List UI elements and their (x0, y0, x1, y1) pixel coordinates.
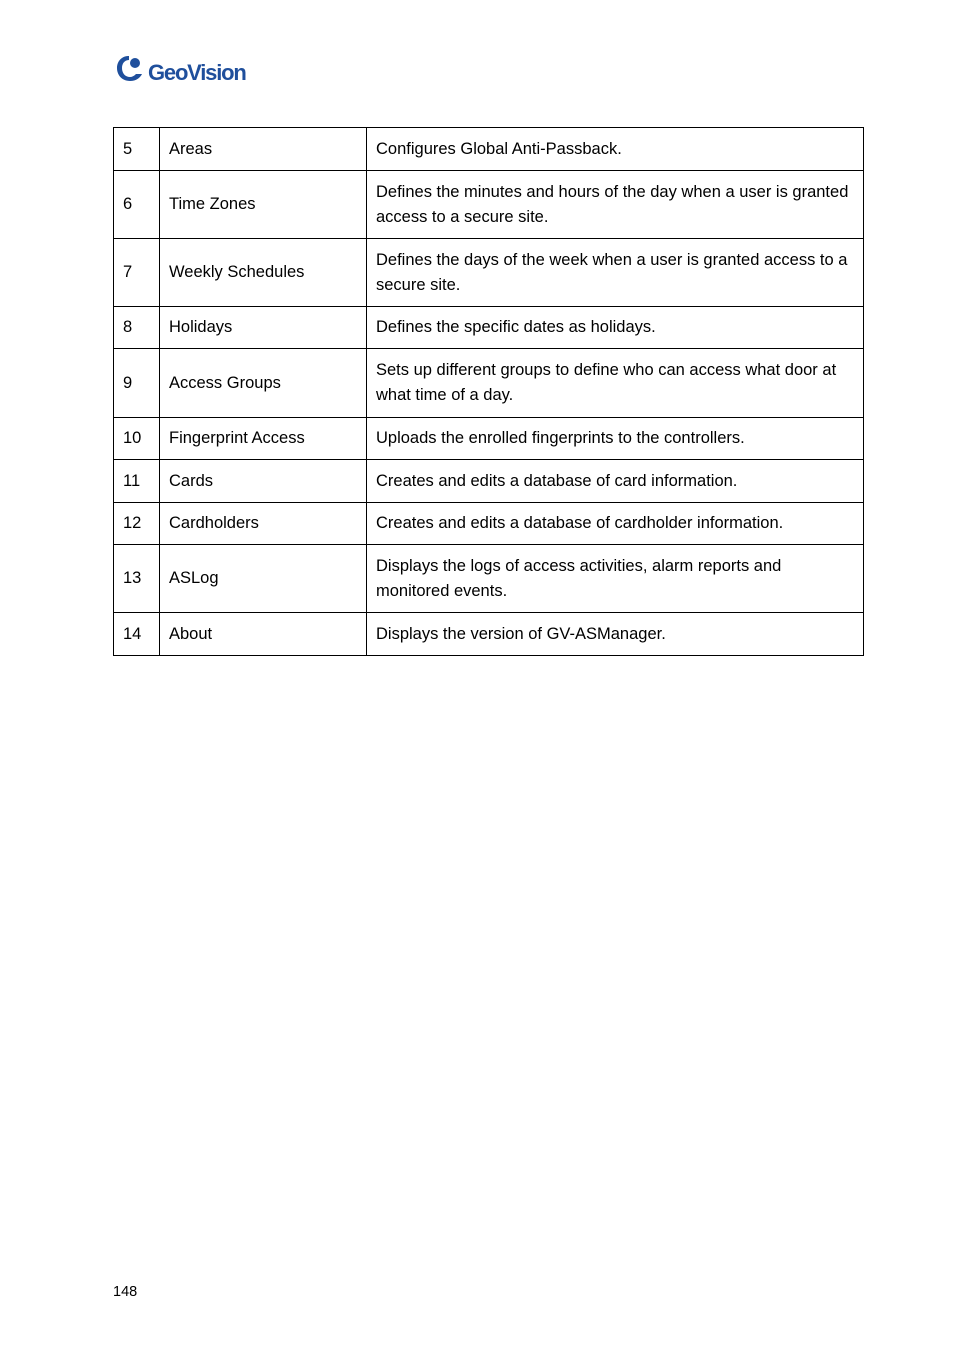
row-number: 5 (114, 128, 160, 171)
table-row (114, 418, 864, 460)
row-description: Displays the version of GV-ASManager. (367, 613, 864, 656)
table-row (114, 503, 864, 545)
geovision-swirl-icon (115, 50, 265, 86)
table-row (114, 128, 864, 171)
row-description: Sets up different groups to define who can access what door at what time of a day. (367, 349, 864, 418)
row-number: 12 (114, 503, 160, 545)
table-row (114, 349, 864, 418)
row-description: Configures Global Anti-Passback. (367, 128, 864, 171)
row-description: Creates and edits a database of cardholder information. (367, 503, 864, 545)
row-description: Uploads the enrolled fingerprints to the controllers. (367, 418, 864, 460)
row-description: Defines the days of the week when a user is granted access to a secure site. (367, 239, 864, 307)
row-description: Defines the minutes and hours of the day when a user is granted access to a secure site. (367, 171, 864, 239)
row-number: 14 (114, 613, 160, 656)
row-name: Cards (160, 460, 367, 503)
logo-wordmark: GeoVision (148, 60, 246, 85)
table-row (114, 171, 864, 239)
row-number: 8 (114, 307, 160, 349)
row-number: 11 (114, 460, 160, 503)
page-number: 148 (113, 1284, 138, 1300)
row-description: Defines the specific dates as holidays. (367, 307, 864, 349)
row-number: 13 (114, 545, 160, 613)
row-name: About (160, 613, 367, 656)
row-number: 6 (114, 171, 160, 239)
table-row (114, 613, 864, 656)
row-name: Fingerprint Access (160, 418, 367, 460)
row-number: 7 (114, 239, 160, 307)
row-name: Holidays (160, 307, 367, 349)
row-name: Access Groups (160, 349, 367, 418)
geovision-logo (115, 50, 265, 86)
table-row (114, 460, 864, 503)
table-row (114, 239, 864, 307)
table-row (114, 545, 864, 613)
row-name: Cardholders (160, 503, 367, 545)
row-description: Creates and edits a database of card information. (367, 460, 864, 503)
row-number: 9 (114, 349, 160, 418)
row-name: ASLog (160, 545, 367, 613)
feature-table (113, 127, 864, 656)
row-name: Time Zones (160, 171, 367, 239)
row-name: Weekly Schedules (160, 239, 367, 307)
row-name: Areas (160, 128, 367, 171)
table-row (114, 307, 864, 349)
row-description: Displays the logs of access activities, alarm reports and monitored events. (367, 545, 864, 613)
row-number: 10 (114, 418, 160, 460)
